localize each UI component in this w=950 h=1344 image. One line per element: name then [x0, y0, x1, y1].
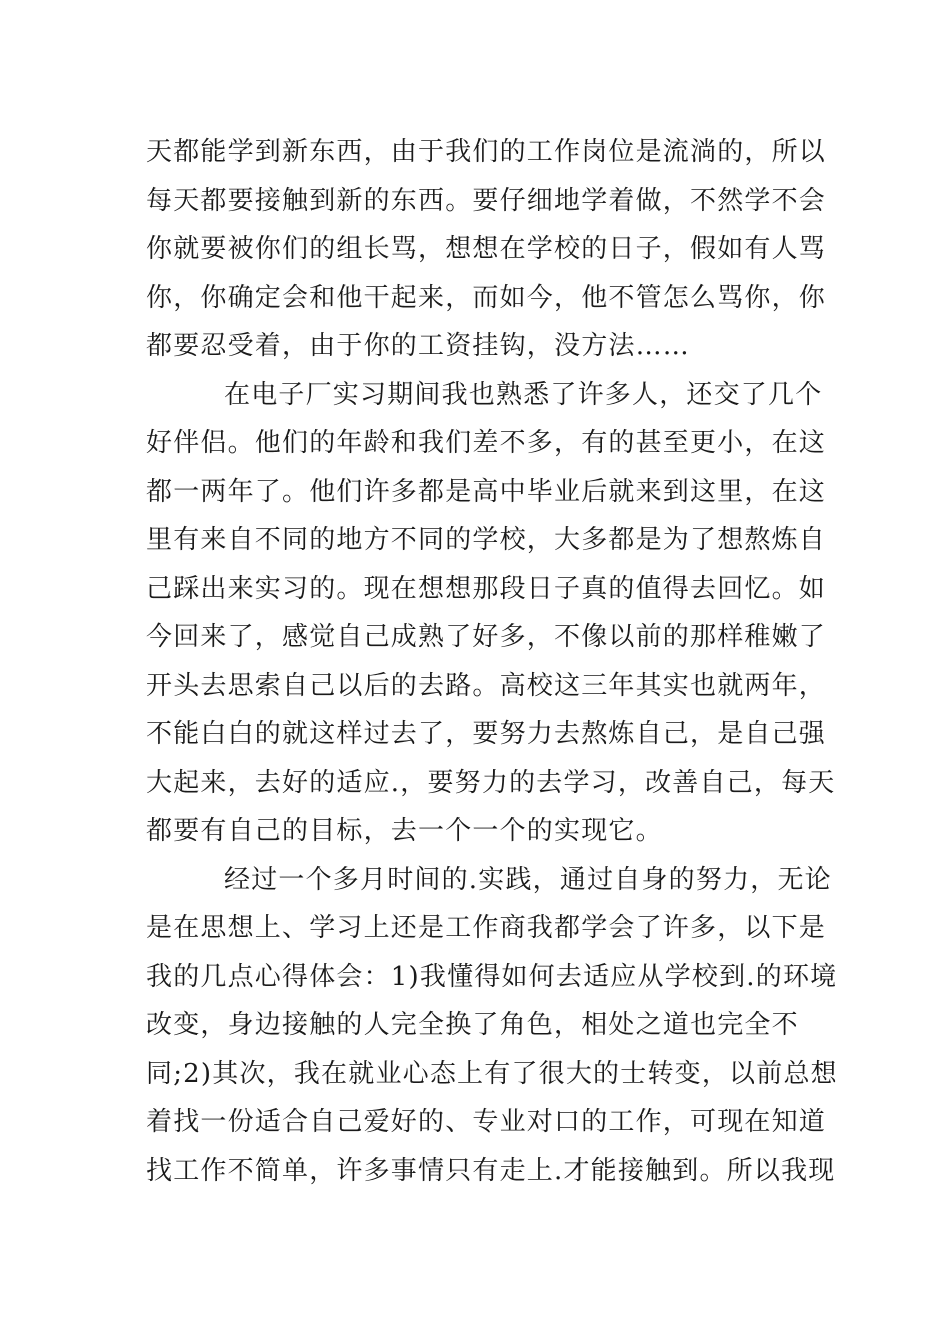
- text-line: 都要有自己的目标，去一个一个的实现它。: [146, 816, 663, 846]
- text-line: 都一两年了。他们许多都是高中毕业后就来到这里，在这: [146, 476, 827, 507]
- text-line: 你就要被你们的组长骂，想想在学校的日子，假如有人骂: [146, 234, 827, 264]
- text-line: 改变，身边接触的人完全换了角色，相处之道也完全不: [146, 1010, 799, 1040]
- paragraph: [146, 128, 827, 371]
- text-line: 今回来了，感觉自己成熟了好多，不像以前的那样稚嫩了: [146, 622, 827, 652]
- body-text: [146, 128, 838, 1195]
- text-line: 找工作不简单，许多事情只有走上.才能接触到。所以我现: [146, 1155, 836, 1186]
- text-line: 都要忍受着，由于你的工资挂钩，没方法……: [146, 331, 691, 361]
- text-line: 天都能学到新东西，由于我们的工作岗位是流淌的，所以: [146, 137, 827, 167]
- text-line: 我的几点心得体会：1)我懂得如何去适应从学校到.的环境: [146, 961, 838, 992]
- text-line: 在电子厂实习期间我也熟悉了许多人，还交了几个: [224, 379, 823, 410]
- text-line: 好伴侣。他们的年龄和我们差不多，有的甚至更小，在这: [146, 428, 827, 458]
- paragraph: [146, 371, 836, 856]
- text-line: 不能白白的就这样过去了，要努力去熬炼自己，是自己强: [146, 719, 827, 749]
- text-line: 己踩出来实习的。现在想想那段日子真的值得去回忆。如: [146, 573, 827, 604]
- text-line: 着找一份适合自己爱好的、专业对口的工作，可现在知道: [146, 1107, 827, 1137]
- text-line: 大起来，去好的适应.，要努力的去学习，改善自己，每天: [146, 767, 836, 798]
- text-line: 里有来自不同的地方不同的学校，大多都是为了想熬炼自: [146, 525, 827, 555]
- text-line: 你，你确定会和他干起来，而如今，他不管怎么骂你，你: [146, 282, 827, 313]
- text-line: 每天都要接触到新的东西。要仔细地学着做，不然学不会: [146, 185, 827, 216]
- text-line: 是在思想上、学习上还是工作商我都学会了许多，以下是: [146, 913, 827, 943]
- text-line: 开头去思索自己以后的去路。高校这三年其实也就两年，: [146, 670, 827, 701]
- text-line: 经过一个多月时间的.实践，通过自身的努力，无论: [224, 864, 832, 895]
- text-line: 同;2)其次，我在就业心态上有了很大的士转变，以前总想: [146, 1058, 838, 1089]
- paragraph: [146, 856, 838, 1196]
